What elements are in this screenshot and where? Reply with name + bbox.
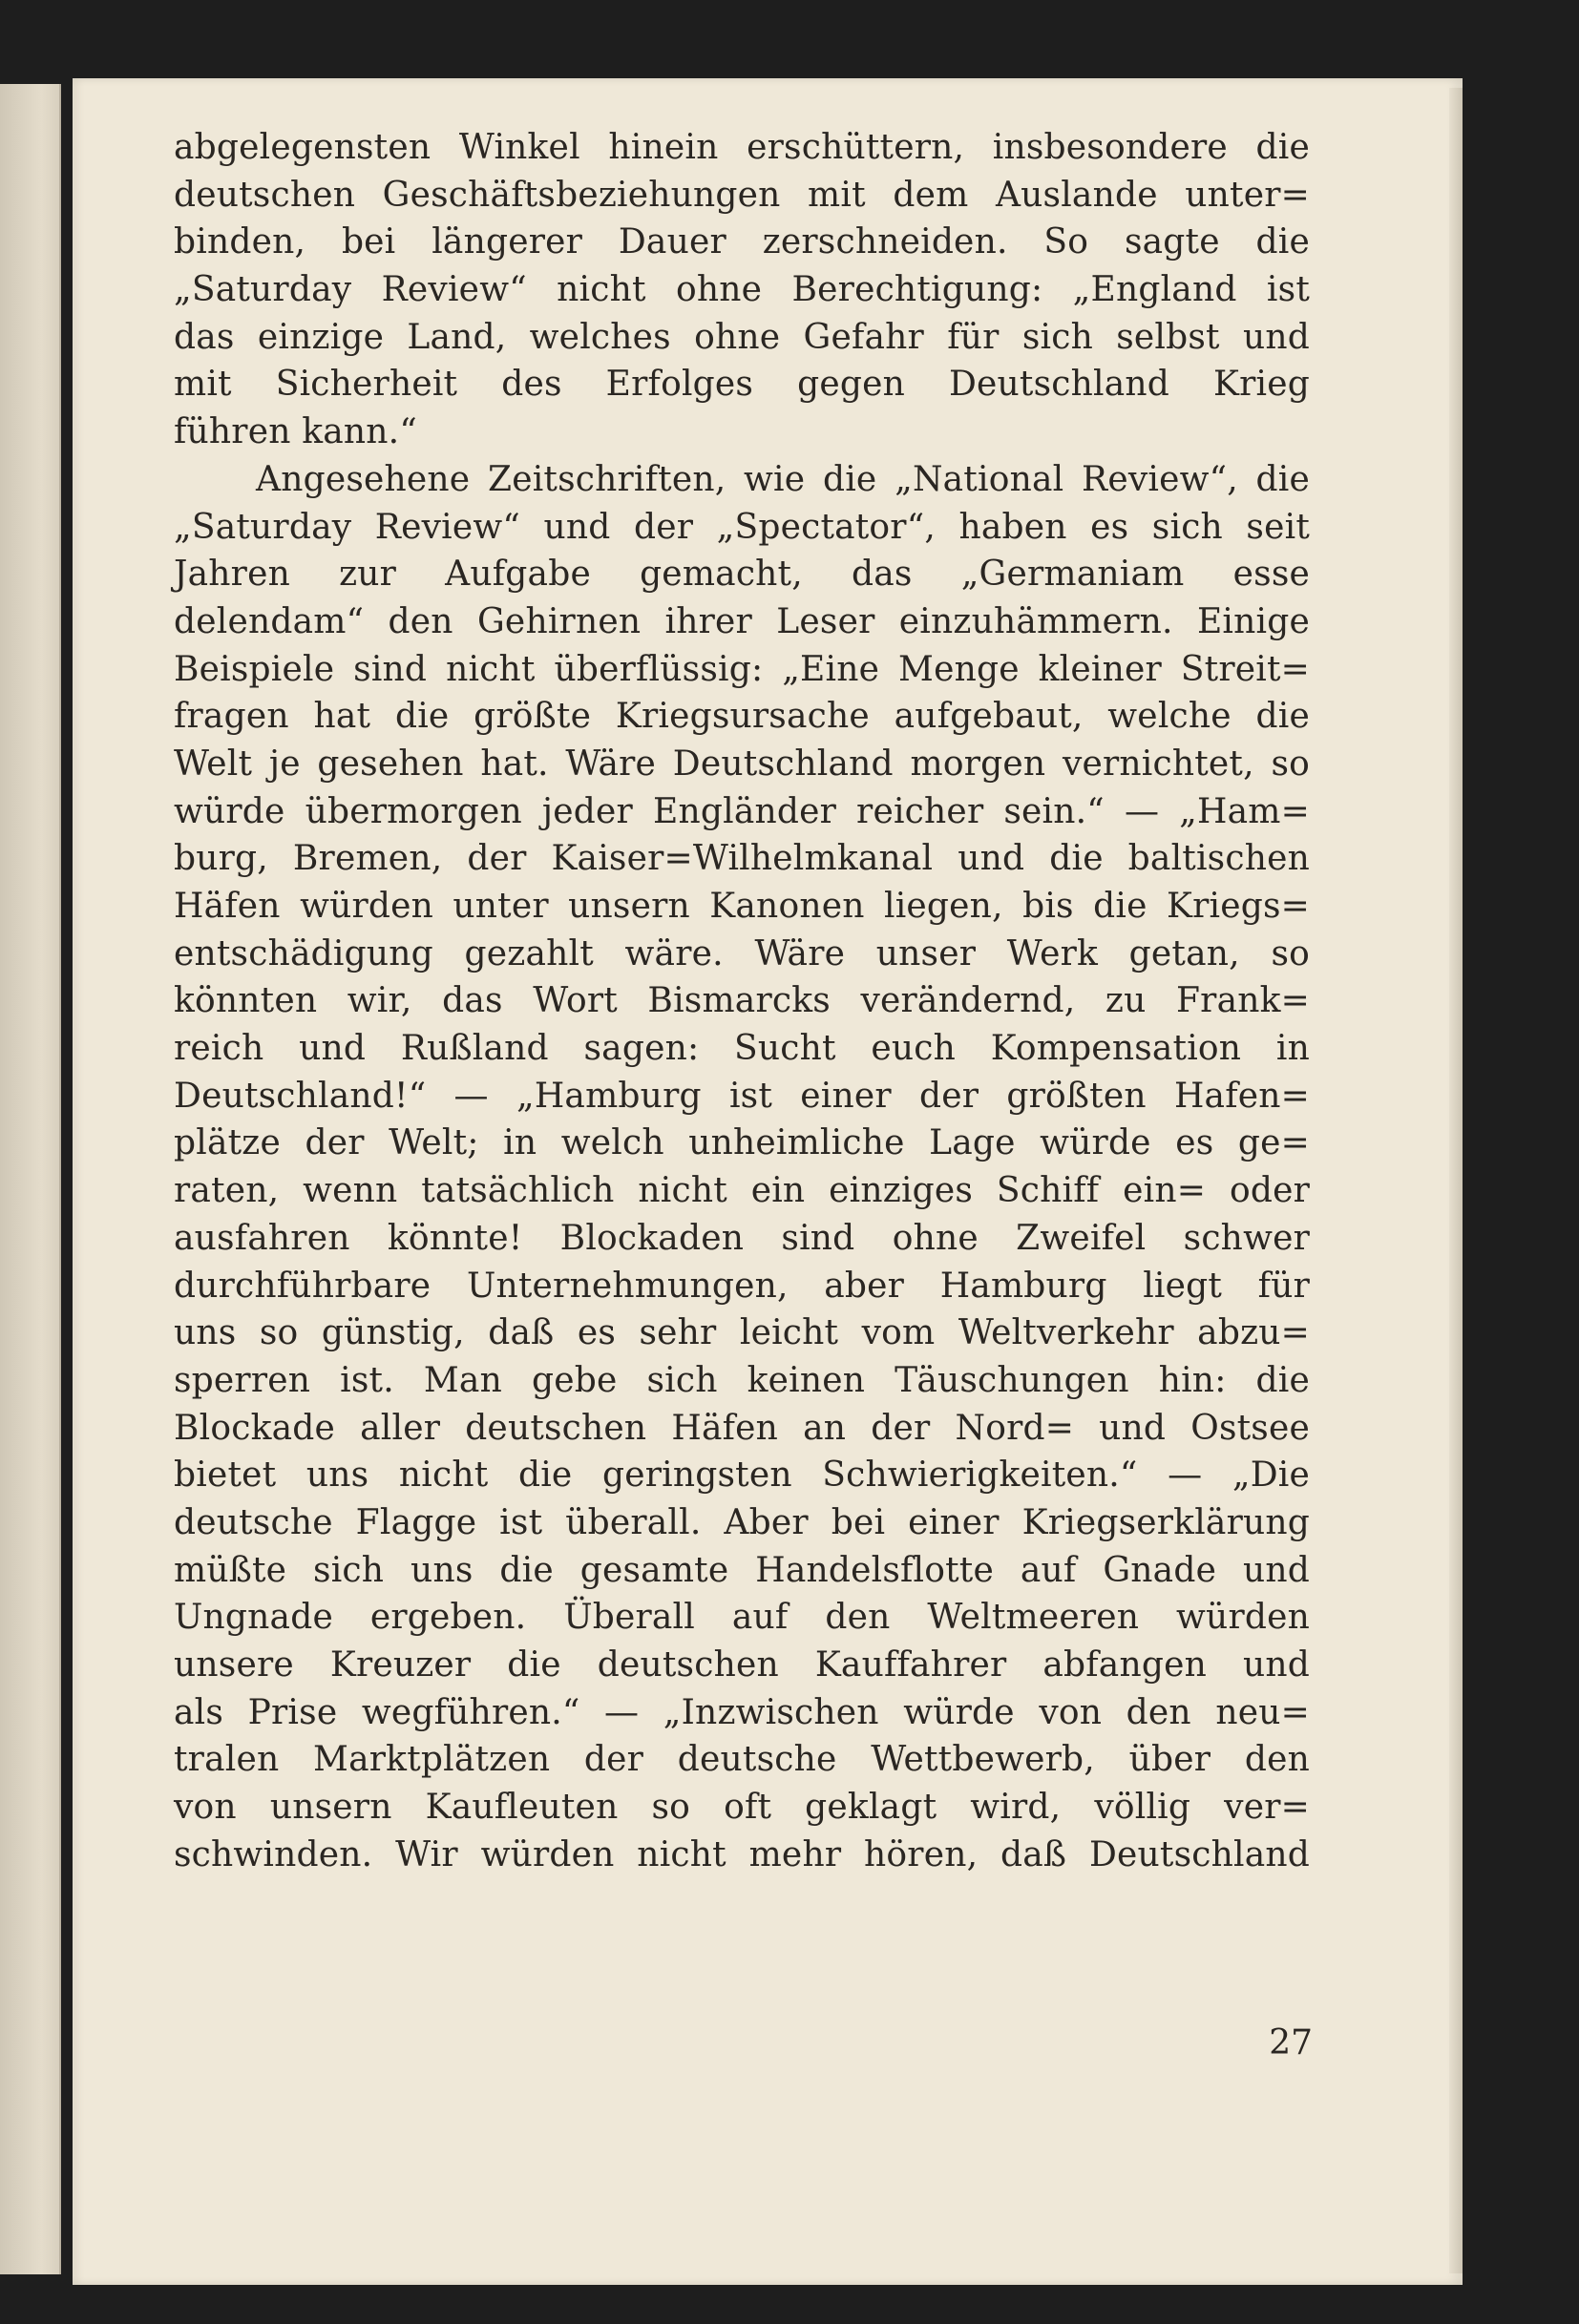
text-line: deutsche Flagge ist überall. Aber bei einer Kriegserklärung xyxy=(174,1502,1310,1542)
text-line: „Saturday Review“ nicht ohne Berechtigung: „England ist xyxy=(174,270,1310,310)
text-line: könnten wir, das Wort Bismarcks verändernd, zu Frank= xyxy=(174,981,1310,1021)
text-line: burg, Bremen, der Kaiser=Wilhelmkanal und die baltischen xyxy=(174,839,1310,879)
text-line: sperren ist. Man gebe sich keinen Täuschungen hin: die xyxy=(174,1360,1310,1400)
text-line: von unsern Kaufleuten so oft geklagt wird, völlig ver= xyxy=(174,1788,1310,1828)
text-line: raten, wenn tatsächlich nicht ein einziges Schiff ein= oder xyxy=(174,1171,1310,1211)
text-line: deutschen Geschäftsbeziehungen mit dem Auslande unter= xyxy=(174,175,1310,215)
text-line: Blockade aller deutschen Häfen an der Nord= und Ostsee xyxy=(174,1408,1310,1448)
text-line: Welt je gesehen hat. Wäre Deutschland morgen vernichtet, so xyxy=(174,743,1310,784)
text-line: führen kann.“ xyxy=(174,412,417,452)
page-number: 27 xyxy=(1269,2023,1313,2062)
text-line: schwinden. Wir würden nicht mehr hören, daß Deutschland xyxy=(174,1834,1310,1874)
body-text xyxy=(174,124,1310,1878)
text-line: fragen hat die größte Kriegsursache aufgebaut, welche die xyxy=(174,697,1310,737)
text-line: Jahren zur Aufgabe gemacht, das „Germaniam esse xyxy=(174,555,1310,595)
text-line: ausfahren könnte! Blockaden sind ohne Zweifel schwer xyxy=(174,1218,1310,1258)
text-line: abgelegensten Winkel hinein erschüttern, insbesondere die xyxy=(174,128,1310,167)
text-line: „Saturday Review“ und der „Spectator“, haben es sich seit xyxy=(174,507,1310,547)
text-line: mit Sicherheit des Erfolges gegen Deutschland Krieg xyxy=(174,365,1310,405)
text-line: bietet uns nicht die geringsten Schwierigkeiten.“ — „Die xyxy=(174,1455,1310,1496)
text-line: als Prise wegführen.“ — „Inzwischen würde von den neu= xyxy=(174,1692,1310,1732)
text-line: Deutschland!“ — „Hamburg ist einer der größten Hafen= xyxy=(174,1076,1310,1116)
text-line: entschädigung gezahlt wäre. Wäre unser Werk getan, so xyxy=(174,933,1310,974)
text-line: delendam“ den Gehirnen ihrer Leser einzuhämmern. Einige xyxy=(174,601,1310,641)
text-line: uns so günstig, daß es sehr leicht vom Weltverkehr abzu= xyxy=(174,1313,1310,1353)
text-line: würde übermorgen jeder Engländer reicher sein.“ — „Ham= xyxy=(174,791,1310,831)
text-line: Angesehene Zeitschriften, wie die „National Review“, die xyxy=(256,459,1310,499)
text-line: durchführbare Unternehmungen, aber Hamburg liegt für xyxy=(174,1266,1310,1306)
text-line: Häfen würden unter unsern Kanonen liegen, bis die Kriegs= xyxy=(174,887,1310,926)
page-edge xyxy=(1449,88,1463,2273)
previous-page-edge xyxy=(0,84,61,2274)
text-line: reich und Rußland sagen: Sucht euch Kompensation in xyxy=(174,1029,1310,1069)
text-line: Beispiele sind nicht überflüssig: „Eine Menge kleiner Streit= xyxy=(174,649,1310,689)
text-line: müßte sich uns die gesamte Handelsflotte auf Gnade und xyxy=(174,1550,1310,1590)
text-line: Ungnade ergeben. Überall auf den Weltmeeren würden xyxy=(174,1598,1310,1638)
text-line: binden, bei längerer Dauer zerschneiden. So sagte die xyxy=(174,222,1310,262)
text-line: unsere Kreuzer die deutschen Kauffahrer abfangen und xyxy=(174,1645,1310,1685)
text-line: das einzige Land, welches ohne Gefahr für sich selbst und xyxy=(174,317,1310,357)
text-line: tralen Marktplätzen der deutsche Wettbewerb, über den xyxy=(174,1740,1310,1780)
text-line: plätze der Welt; in welch unheimliche Lage würde es ge= xyxy=(174,1123,1310,1163)
